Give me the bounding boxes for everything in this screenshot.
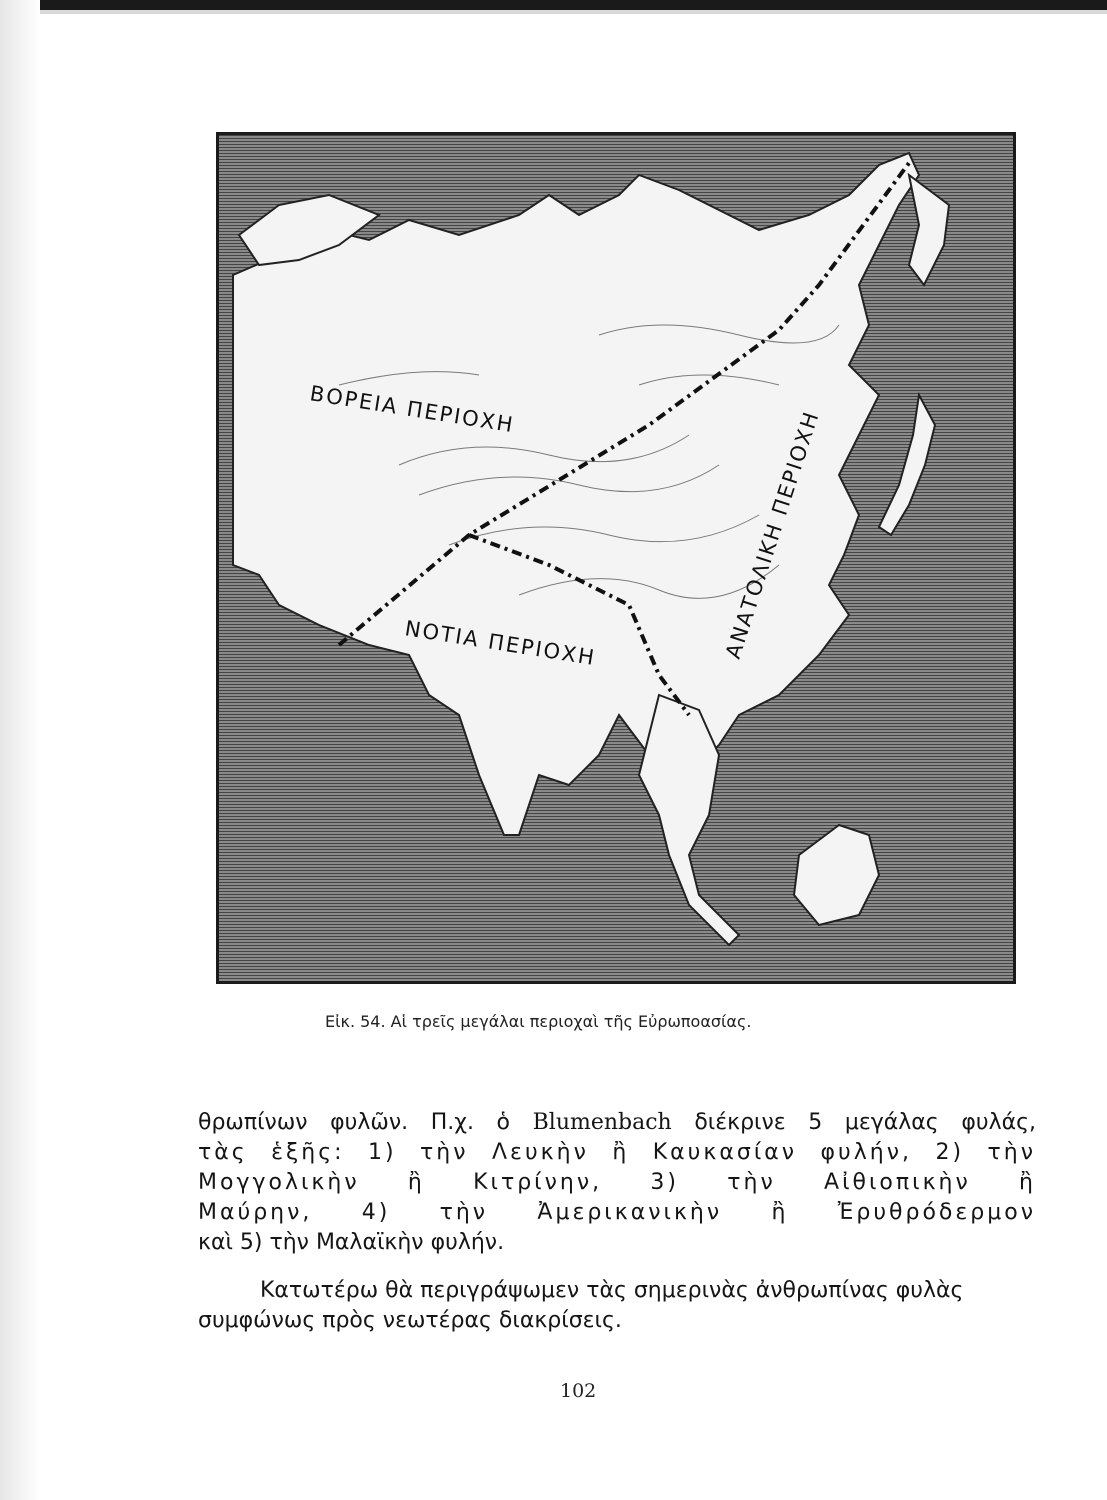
paragraph-1-line-3: Μογγολικὴν ἢ Κιτρίνην, 3) τὴν Αἰθιοπικὴν ἢ [198,1170,1036,1195]
scan-top-edge [0,0,1107,10]
paragraph-1-line-4: Μαύρην, 4) τὴν Ἀμερικανικὴν ἢ Ἐρυθρόδερμον [198,1200,1036,1225]
paragraph-2-line-1: Κατωτέρω θὰ περιγράψωμεν τὰς σημερινὰς ἀνθρωπίνας φυλὰς [260,1278,964,1303]
paragraph-1-line-1 [198,1108,1036,1138]
paragraph-1-line-5: καὶ 5) τὴν Μαλαϊκὴν φυλήν. [198,1230,505,1255]
figure-caption: Εἰκ. 54. Αἱ τρεῖς μεγάλαι περιοχαὶ τῆς Εὐρωποασίας. [325,1012,752,1031]
blumenbach-name: Blumenbach [532,1110,672,1135]
borneo-island [794,825,879,925]
label-east-region: ΑΝΑΤΟΛΙΚΗ ΠΕΡΙΟΧΗ [720,407,824,662]
label-north-region: ΒΟΡΕΙΑ ΠΕΡΙΟΧΗ [308,381,517,438]
paragraph-1-line-2: τὰς ἑξῆς: 1) τὴν Λευκὴν ἢ Καυκασίαν φυλήν, 2) τὴν [198,1140,1036,1165]
paragraph-2 [198,1276,1036,1336]
label-south-region: ΝΟΤΙΑ ΠΕΡΙΟΧΗ [403,616,598,671]
eurasia-map-drawing [219,135,1013,981]
scan-left-edge [0,0,40,1500]
scan-top-shade [0,10,1107,14]
kamchatka-peninsula [909,175,949,285]
p1-line1-post: διέκρινε 5 μεγάλας φυλάς, [671,1110,1036,1135]
japan-islands [879,395,935,535]
paragraph-1 [198,1108,1036,1258]
p1-line1-pre: θρωπίνων φυλῶν. Π.χ. ὁ [198,1110,533,1135]
mainland-landmass [233,153,919,835]
eurasia-map [216,132,1016,984]
page-number: 102 [560,1380,597,1402]
paragraph-2-line-2: συμφώνως πρὸς νεωτέρας διακρίσεις. [198,1308,622,1333]
